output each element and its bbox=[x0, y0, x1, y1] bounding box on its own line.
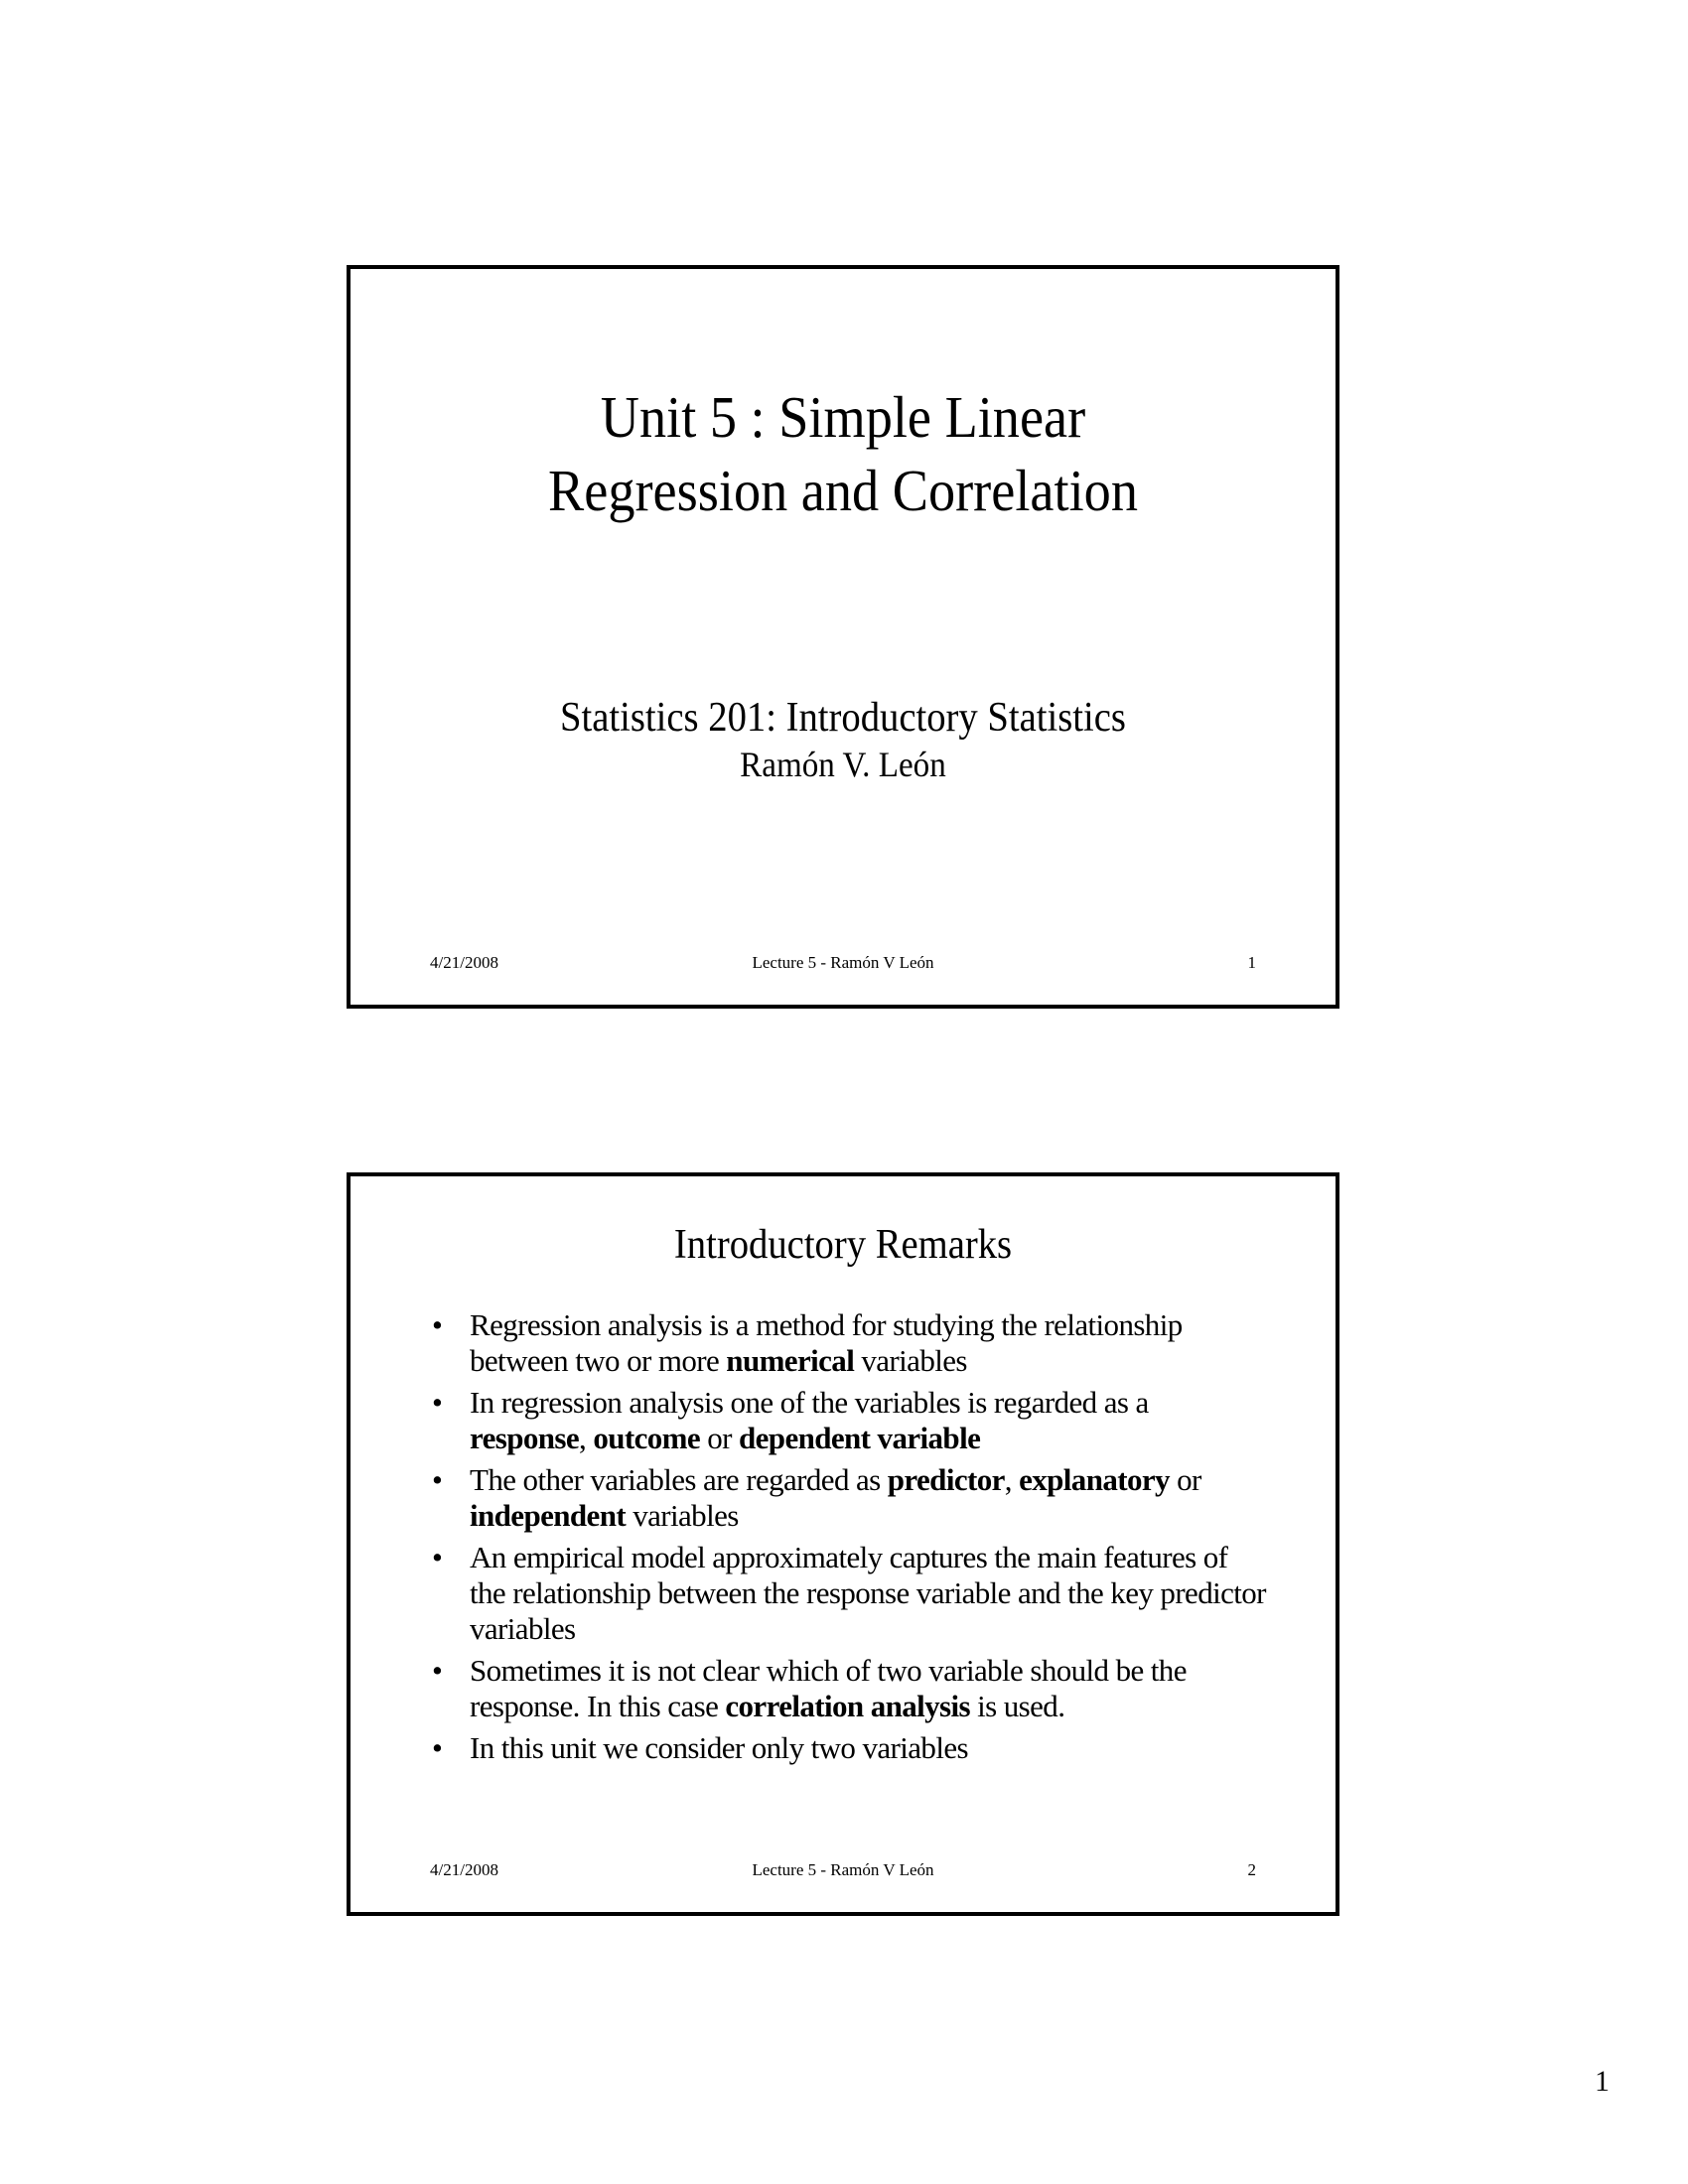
footer-lecture: Lecture 5 - Ramón V León bbox=[752, 953, 934, 972]
bold-term: response bbox=[470, 1421, 580, 1455]
slide-2 bbox=[347, 1172, 1339, 1916]
bold-term: correlation analysis bbox=[725, 1689, 970, 1723]
bullet-item bbox=[432, 1540, 1266, 1647]
bold-term: predictor bbox=[887, 1462, 1005, 1497]
slide-title bbox=[390, 380, 1297, 527]
bullet-item bbox=[432, 1462, 1266, 1534]
bold-term: explanatory bbox=[1019, 1462, 1170, 1497]
slide-1 bbox=[347, 265, 1339, 1009]
bullet-text: , bbox=[1004, 1462, 1020, 1497]
footer-date: 4/21/2008 bbox=[430, 1860, 498, 1879]
bullet-item bbox=[432, 1307, 1266, 1379]
bold-term: outcome bbox=[593, 1421, 701, 1455]
bullet-icon: • bbox=[432, 1307, 443, 1342]
footer-slide-number: 1 bbox=[1247, 953, 1256, 972]
bullet-text: Sometimes it is not clear which of two variable should be the response. In this case bbox=[470, 1653, 1187, 1723]
slide-footer bbox=[351, 952, 1336, 974]
page-number: 1 bbox=[1595, 2065, 1610, 2098]
bold-term: independent bbox=[470, 1498, 627, 1533]
bullet-text: The other variables are regarded as bbox=[470, 1462, 888, 1497]
bullet-icon: • bbox=[432, 1730, 443, 1765]
bullet-list bbox=[432, 1307, 1266, 1772]
bullet-item bbox=[432, 1385, 1266, 1456]
bullet-text: or bbox=[700, 1421, 739, 1455]
bullet-item bbox=[432, 1653, 1266, 1724]
slide-subtitle: Statistics 201: Introductory Statistics bbox=[560, 695, 1126, 741]
bullet-text: is used. bbox=[970, 1689, 1065, 1723]
footer-lecture: Lecture 5 - Ramón V León bbox=[752, 1860, 934, 1879]
title-line-1: Unit 5 : Simple Linear bbox=[600, 384, 1086, 450]
bullet-text: variables bbox=[854, 1343, 967, 1378]
bold-term: dependent variable bbox=[739, 1421, 981, 1455]
bullet-text: variables bbox=[626, 1498, 739, 1533]
bullet-icon: • bbox=[432, 1540, 443, 1574]
footer-slide-number: 2 bbox=[1247, 1860, 1256, 1879]
bullet-icon: • bbox=[432, 1653, 443, 1688]
bullet-text: In regression analysis one of the variables is regarded as a bbox=[470, 1385, 1149, 1420]
slide-footer bbox=[351, 1859, 1336, 1881]
bullet-icon: • bbox=[432, 1385, 443, 1420]
title-line-2: Regression and Correlation bbox=[548, 458, 1138, 523]
bullet-text: , bbox=[579, 1421, 594, 1455]
slide-author: Ramón V. León bbox=[740, 745, 946, 784]
bullet-icon: • bbox=[432, 1462, 443, 1497]
bold-term: numerical bbox=[726, 1343, 855, 1378]
bullet-text: An empirical model approximately captures the main features of the relationship between the response variable and the key predictor variables bbox=[470, 1540, 1266, 1646]
bullet-item bbox=[432, 1730, 1266, 1766]
slide-title: Introductory Remarks bbox=[673, 1222, 1013, 1268]
bullet-text: or bbox=[1169, 1462, 1201, 1497]
bullet-text: Regression analysis is a method for studying the relationship between two or more bbox=[470, 1307, 1183, 1378]
bullet-text: In this unit we consider only two variables bbox=[470, 1730, 968, 1765]
footer-date: 4/21/2008 bbox=[430, 953, 498, 972]
